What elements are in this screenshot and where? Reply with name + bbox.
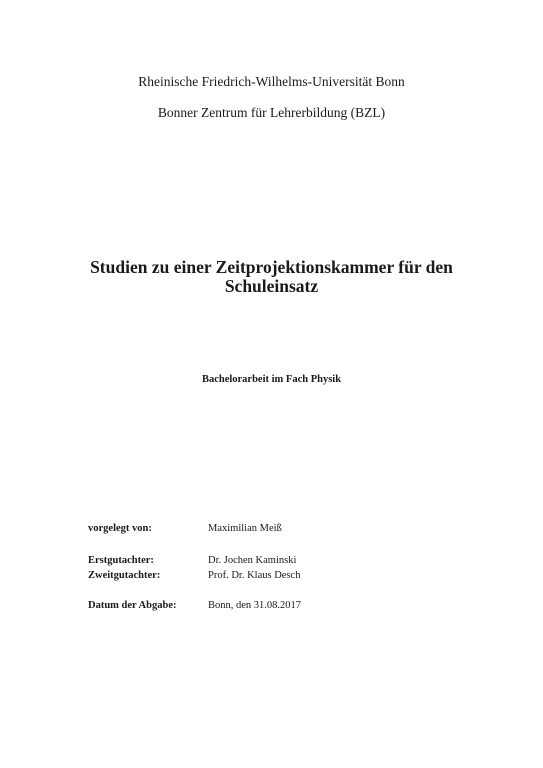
info-value: Prof. Dr. Klaus Desch	[208, 570, 301, 581]
university-name: Rheinische Friedrich-Wilhelms-Universität Bonn	[138, 74, 405, 89]
info-label: Datum der Abgabe:	[88, 600, 177, 611]
thesis-title: Studien zu einer Zeitprojektionskammer für den Schuleinsatz	[90, 257, 453, 296]
info-value: Dr. Jochen Kaminski	[208, 555, 297, 566]
info-value: Maximilian Meiß	[208, 523, 282, 534]
info-label: Zweitgutachter:	[88, 570, 161, 581]
info-label: Erstgutachter:	[88, 555, 154, 566]
thesis-type: Bachelorarbeit im Fach Physik	[201, 374, 342, 385]
institute-name: Bonner Zentrum für Lehrerbildung (BZL)	[157, 105, 386, 120]
info-value: Bonn, den 31.08.2017	[208, 600, 302, 611]
info-label: vorgelegt von:	[88, 523, 152, 534]
